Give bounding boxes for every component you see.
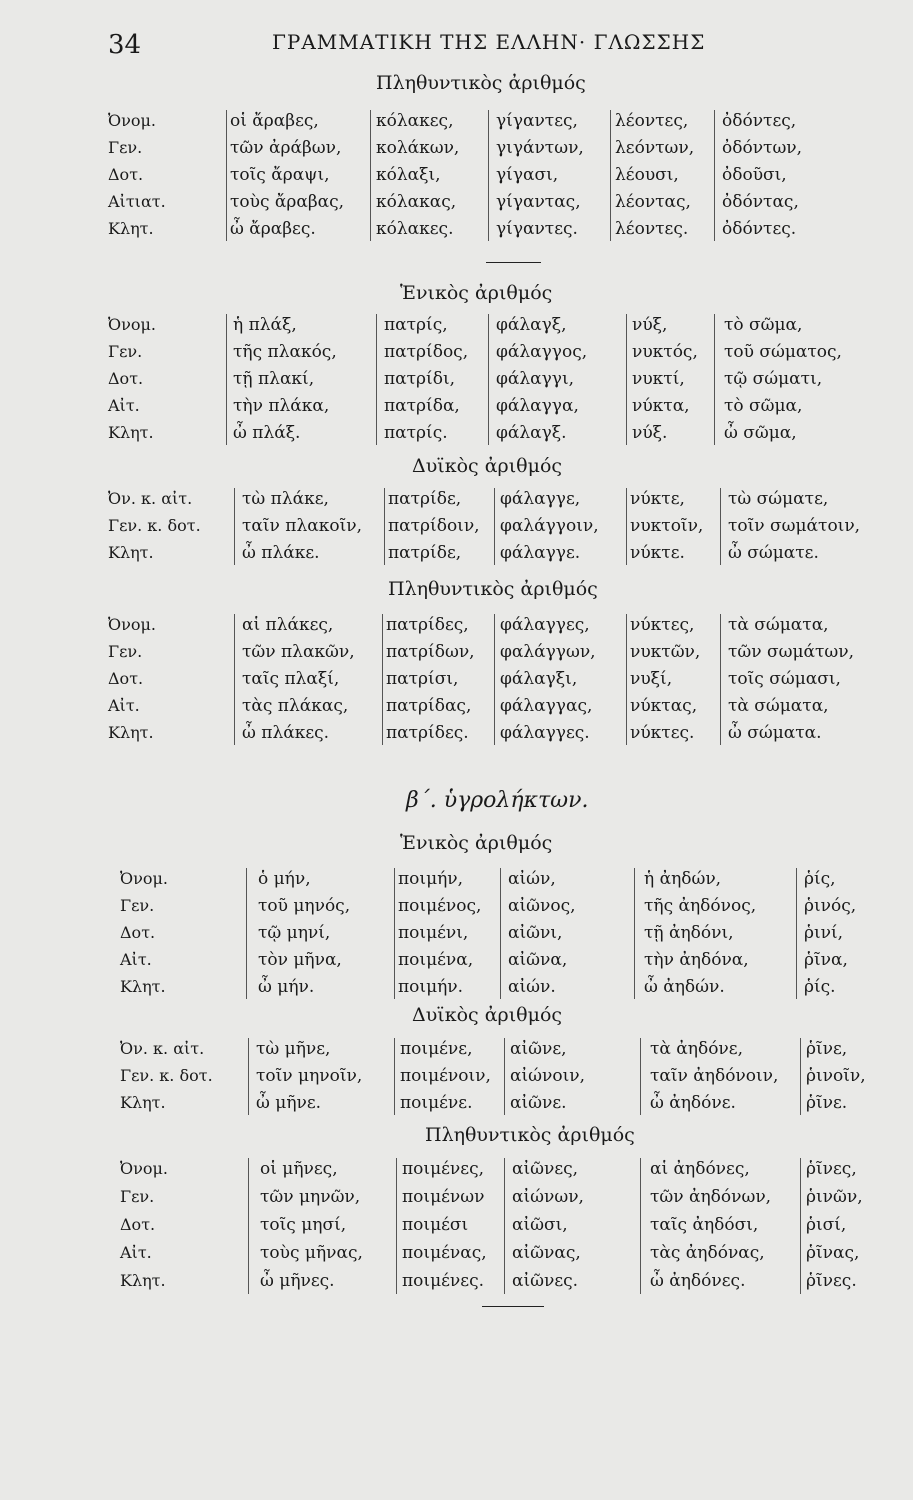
form-cell: αἰῶνες,	[512, 1159, 579, 1179]
form-cell: ὀδόντες,	[722, 111, 797, 131]
case-label: Ὀνομ.	[108, 111, 156, 130]
case-label: Κλητ.	[108, 723, 154, 742]
form-cell: πατρίς,	[384, 315, 448, 335]
column-rule	[610, 110, 611, 241]
column-rule	[626, 488, 627, 565]
form-cell: πατρίδι,	[384, 369, 456, 389]
form-cell: ὀδόντες.	[722, 219, 797, 239]
case-label: Γεν.	[120, 896, 155, 915]
form-cell: αἰώνων,	[512, 1187, 584, 1207]
column-rule	[504, 1038, 505, 1115]
column-rule	[396, 1158, 397, 1294]
case-label: Κλητ.	[120, 1093, 166, 1112]
form-cell: ποιμέσι	[402, 1215, 469, 1235]
case-label: Γεν. κ. δοτ.	[120, 1066, 213, 1085]
form-cell: νυκτός,	[632, 342, 698, 362]
form-cell: ὦ μῆνες.	[260, 1271, 335, 1291]
form-cell: φάλαγγας,	[500, 696, 593, 716]
column-rule	[234, 488, 235, 565]
form-cell: ὦ ἀηδόνε.	[650, 1093, 736, 1113]
form-cell: τοῦ μηνός,	[258, 896, 351, 916]
form-cell: ὦ ἄραβες.	[230, 219, 316, 239]
form-cell: λεόντων,	[615, 138, 695, 158]
case-label: Γεν.	[108, 642, 143, 661]
column-rule	[640, 1038, 641, 1115]
form-cell: ποιμένες,	[402, 1159, 484, 1179]
form-cell: ῥινῶν,	[806, 1187, 863, 1207]
case-label: Δοτ.	[120, 1215, 156, 1234]
form-cell: τῆς πλακός,	[233, 342, 337, 362]
form-cell: ὦ σώματα.	[728, 723, 822, 743]
form-cell: ὦ σῶμα,	[724, 423, 797, 443]
form-cell: ῥίς,	[804, 869, 836, 889]
case-label: Δοτ.	[108, 165, 144, 184]
form-cell: ταῖν πλακοῖν,	[242, 516, 362, 536]
column-rule	[494, 614, 495, 745]
form-cell: ποιμένε,	[400, 1039, 473, 1059]
form-cell: αἰῶνες.	[512, 1271, 579, 1291]
form-cell: λέουσι,	[615, 165, 679, 185]
form-cell: αἰῶνας,	[512, 1243, 581, 1263]
form-cell: ὦ μήν.	[258, 977, 315, 997]
form-cell: ποιμένα,	[398, 950, 474, 970]
form-cell: λέοντας,	[615, 192, 691, 212]
form-cell: τῶν ἀηδόνων,	[650, 1187, 772, 1207]
form-cell: νύκτα,	[632, 396, 690, 416]
form-cell: ταῖς πλαξί,	[242, 669, 340, 689]
column-rule	[248, 1158, 249, 1294]
form-cell: τοὺς ἄραβας,	[230, 192, 345, 212]
case-label: Γεν.	[120, 1187, 155, 1206]
column-rule	[376, 314, 377, 445]
form-cell: ῥίς.	[804, 977, 836, 997]
case-label: Αἰτ.	[120, 950, 152, 969]
form-cell: ῥῖνε.	[806, 1093, 848, 1113]
case-label: Αἰτιατ.	[108, 192, 166, 211]
form-cell: ὦ πλάκε.	[242, 543, 320, 563]
case-label: Ὀνομ.	[120, 1159, 168, 1178]
form-cell: νύξ.	[632, 423, 668, 443]
form-cell: πατρίδε,	[388, 489, 462, 509]
form-cell: τῶν πλακῶν,	[242, 642, 355, 662]
column-rule	[226, 110, 227, 241]
closing-rule	[482, 1306, 544, 1307]
form-cell: ποιμένος,	[398, 896, 482, 916]
form-cell: τῇ ἀηδόνι,	[644, 923, 734, 943]
column-rule	[626, 314, 627, 445]
form-cell: κόλακας,	[376, 192, 457, 212]
form-cell: νυκτί,	[632, 369, 685, 389]
form-cell: ῥῖνες,	[806, 1159, 857, 1179]
form-cell: πατρίδων,	[386, 642, 475, 662]
form-cell: αἱ πλάκες,	[242, 615, 334, 635]
column-rule	[248, 1038, 249, 1115]
form-cell: τοῖς μησί,	[260, 1215, 347, 1235]
case-label: Δοτ.	[120, 923, 156, 942]
form-cell: ῥινοῖν,	[806, 1066, 866, 1086]
form-cell: ὦ πλάξ.	[233, 423, 301, 443]
form-cell: αἰώνοιν,	[510, 1066, 585, 1086]
form-cell: τῶν μηνῶν,	[260, 1187, 361, 1207]
form-cell: κόλαξι,	[376, 165, 441, 185]
form-cell: γίγασι,	[496, 165, 559, 185]
form-cell: τὰ σώματα,	[728, 615, 829, 635]
form-cell: φαλάγγων,	[500, 642, 596, 662]
page-number: 34	[108, 30, 142, 60]
form-cell: τὼ πλάκε,	[242, 489, 329, 509]
column-rule	[720, 614, 721, 745]
form-cell: ταῖς ἀηδόσι,	[650, 1215, 759, 1235]
form-cell: γιγάντων,	[496, 138, 584, 158]
case-label: Κλητ.	[120, 1271, 166, 1290]
form-cell: νύκτε.	[630, 543, 685, 563]
form-cell: κόλακες.	[376, 219, 454, 239]
form-cell: γίγαντας,	[496, 192, 581, 212]
form-cell: φάλαγξι,	[500, 669, 578, 689]
column-rule	[394, 868, 395, 999]
form-cell: φάλαγγες,	[500, 615, 590, 635]
form-cell: ῥῖνες.	[806, 1271, 857, 1291]
form-cell: τῷ μηνί,	[258, 923, 331, 943]
form-cell: τῷ σώματι,	[724, 369, 823, 389]
case-label: Ὀν. κ. αἰτ.	[108, 489, 193, 508]
form-cell: τοῖς ἄραψι,	[230, 165, 330, 185]
block2-plural-heading: Πληθυντικὸς ἀριθμός	[388, 578, 598, 600]
form-cell: νύξ,	[632, 315, 668, 335]
column-rule	[494, 488, 495, 565]
case-label: Αἰτ.	[108, 696, 140, 715]
form-cell: αἰῶσι,	[512, 1215, 568, 1235]
form-cell: οἱ μῆνες,	[260, 1159, 338, 1179]
form-cell: τὰς πλάκας,	[242, 696, 349, 716]
column-rule	[640, 1158, 641, 1294]
form-cell: κολάκων,	[376, 138, 460, 158]
form-cell: τοῖς σώμασι,	[728, 669, 841, 689]
form-cell: πατρίς.	[384, 423, 448, 443]
form-cell: ποιμένες.	[402, 1271, 484, 1291]
block1-heading: Πληθυντικὸς ἀριθμός	[376, 72, 586, 94]
column-rule	[500, 868, 501, 999]
case-label: Δοτ.	[108, 369, 144, 388]
form-cell: τὰς ἀηδόνας,	[650, 1243, 765, 1263]
form-cell: πατρίσι,	[386, 669, 459, 689]
form-cell: πατρίδας,	[386, 696, 472, 716]
form-cell: νύκτας,	[630, 696, 698, 716]
form-cell: γίγαντες,	[496, 111, 578, 131]
case-label: Γεν.	[108, 342, 143, 361]
form-cell: τὼ μῆνε,	[256, 1039, 331, 1059]
case-label: Ὀν. κ. αἰτ.	[120, 1039, 205, 1058]
form-cell: αἰῶνα,	[508, 950, 568, 970]
section-b-title: β΄. ὑγρολήκτων.	[406, 788, 589, 813]
case-label: Αἰτ.	[120, 1243, 152, 1262]
form-cell: τῶν σωμάτων,	[728, 642, 855, 662]
column-rule	[394, 1038, 395, 1115]
form-cell: ἡ ἀηδών,	[644, 869, 722, 889]
form-cell: τῶν ἀράβων,	[230, 138, 342, 158]
form-cell: τὸ σῶμα,	[724, 396, 803, 416]
case-label: Ὀνομ.	[120, 869, 168, 888]
block2-dual-heading: Δυϊκὸς ἀριθμός	[412, 455, 563, 477]
column-rule	[800, 1158, 801, 1294]
divider-rule	[486, 262, 541, 263]
section-b-dual-heading: Δυϊκὸς ἀριθμός	[412, 1004, 563, 1026]
form-cell: ὁ μήν,	[258, 869, 311, 889]
form-cell: τὸν μῆνα,	[258, 950, 342, 970]
case-label: Ὀνομ.	[108, 615, 156, 634]
column-rule	[234, 614, 235, 745]
form-cell: ὦ σώματε.	[728, 543, 819, 563]
form-cell: νύκτες,	[630, 615, 695, 635]
form-cell: ἡ πλάξ,	[233, 315, 297, 335]
form-cell: τῆς ἀηδόνος,	[644, 896, 757, 916]
form-cell: γίγαντες.	[496, 219, 578, 239]
column-rule	[246, 868, 247, 999]
form-cell: πατρίδες.	[386, 723, 469, 743]
form-cell: λέοντες,	[615, 111, 689, 131]
form-cell: αἰῶνε,	[510, 1039, 567, 1059]
form-cell: ποιμένι,	[398, 923, 469, 943]
form-cell: νύκτες.	[630, 723, 695, 743]
form-cell: ποιμήν,	[398, 869, 464, 889]
form-cell: ῥῖνας,	[806, 1243, 860, 1263]
case-label: Ὀνομ.	[108, 315, 156, 334]
column-rule	[488, 314, 489, 445]
form-cell: ὀδόντων,	[722, 138, 803, 158]
form-cell: αἱ ἀηδόνες,	[650, 1159, 750, 1179]
form-cell: φάλαγγε,	[500, 489, 581, 509]
form-cell: τὰ σώματα,	[728, 696, 829, 716]
case-label: Κλητ.	[108, 423, 154, 442]
form-cell: αἰῶνος,	[508, 896, 576, 916]
running-head: ΓΡΑΜΜΑΤΙΚΗ ΤΗΣ ΕΛΛΗΝ· ΓΛΩΣΣΗΣ	[272, 30, 706, 54]
form-cell: φαλάγγοιν,	[500, 516, 599, 536]
form-cell: τοῖν σωμάτοιν,	[728, 516, 861, 536]
form-cell: τῇ πλακί,	[233, 369, 315, 389]
case-label: Δοτ.	[108, 669, 144, 688]
form-cell: αἰῶνε.	[510, 1093, 567, 1113]
form-cell: ὀδοῦσι,	[722, 165, 787, 185]
form-cell: τὸ σῶμα,	[724, 315, 803, 335]
column-rule	[714, 110, 715, 241]
case-label: Αἰτ.	[108, 396, 140, 415]
column-rule	[226, 314, 227, 445]
form-cell: τὰ ἀηδόνε,	[650, 1039, 743, 1059]
column-rule	[634, 868, 635, 999]
form-cell: αἰών.	[508, 977, 556, 997]
column-rule	[714, 314, 715, 445]
case-label: Κλητ.	[108, 219, 154, 238]
form-cell: ὦ πλάκες.	[242, 723, 330, 743]
case-label: Γεν.	[108, 138, 143, 157]
column-rule	[384, 488, 385, 565]
form-cell: ῥῖνε,	[806, 1039, 848, 1059]
form-cell: λέοντες.	[615, 219, 689, 239]
form-cell: αἰῶνι,	[508, 923, 563, 943]
form-cell: φάλαγγα,	[496, 396, 579, 416]
form-cell: φάλαγγες.	[500, 723, 590, 743]
case-label: Κλητ.	[120, 977, 166, 996]
form-cell: φάλαγξ.	[496, 423, 567, 443]
form-cell: αἰών,	[508, 869, 556, 889]
form-cell: νυκτοῖν,	[630, 516, 704, 536]
column-rule	[504, 1158, 505, 1294]
form-cell: ῥινί,	[804, 923, 844, 943]
form-cell: τοὺς μῆνας,	[260, 1243, 363, 1263]
form-cell: ῥισί,	[806, 1215, 847, 1235]
form-cell: τὴν πλάκα,	[233, 396, 330, 416]
form-cell: ποιμένε.	[400, 1093, 473, 1113]
form-cell: ῥῖνα,	[804, 950, 848, 970]
form-cell: τοῖν μηνοῖν,	[256, 1066, 363, 1086]
block2-singular-heading: Ἑνικὸς ἀριθμός	[400, 282, 553, 304]
form-cell: νυκτῶν,	[630, 642, 701, 662]
form-cell: τὼ σώματε,	[728, 489, 829, 509]
column-rule	[488, 110, 489, 241]
form-cell: ὦ ἀηδών.	[644, 977, 725, 997]
column-rule	[626, 614, 627, 745]
form-cell: κόλακες,	[376, 111, 454, 131]
form-cell: ὦ ἀηδόνες.	[650, 1271, 746, 1291]
form-cell: πατρίδε,	[388, 543, 462, 563]
form-cell: ποιμένας,	[402, 1243, 487, 1263]
form-cell: ὀδόντας,	[722, 192, 799, 212]
form-cell: φάλαγγε.	[500, 543, 581, 563]
form-cell: ποιμένων	[402, 1187, 485, 1207]
column-rule	[720, 488, 721, 565]
column-rule	[796, 868, 797, 999]
form-cell: τὴν ἀηδόνα,	[644, 950, 749, 970]
form-cell: πατρίδες,	[386, 615, 469, 635]
section-b-plural-heading: Πληθυντικὸς ἀριθμός	[425, 1124, 635, 1146]
case-label: Κλητ.	[108, 543, 154, 562]
column-rule	[370, 110, 371, 241]
form-cell: νυξί,	[630, 669, 673, 689]
form-cell: ποιμένοιν,	[400, 1066, 491, 1086]
form-cell: ταῖν ἀηδόνοιν,	[650, 1066, 779, 1086]
form-cell: πατρίδα,	[384, 396, 460, 416]
section-b-singular-heading: Ἑνικὸς ἀριθμός	[400, 832, 553, 854]
form-cell: φάλαγξ,	[496, 315, 567, 335]
form-cell: τοῦ σώματος,	[724, 342, 842, 362]
column-rule	[800, 1038, 801, 1115]
form-cell: ὦ μῆνε.	[256, 1093, 322, 1113]
form-cell: νύκτε,	[630, 489, 685, 509]
form-cell: φάλαγγι,	[496, 369, 575, 389]
case-label: Γεν. κ. δοτ.	[108, 516, 201, 535]
form-cell: οἱ ἄραβες,	[230, 111, 319, 131]
form-cell: ῥινός,	[804, 896, 857, 916]
form-cell: ποιμήν.	[398, 977, 464, 997]
form-cell: πατρίδοιν,	[388, 516, 480, 536]
form-cell: φάλαγγος,	[496, 342, 588, 362]
form-cell: πατρίδος,	[384, 342, 469, 362]
column-rule	[382, 614, 383, 745]
